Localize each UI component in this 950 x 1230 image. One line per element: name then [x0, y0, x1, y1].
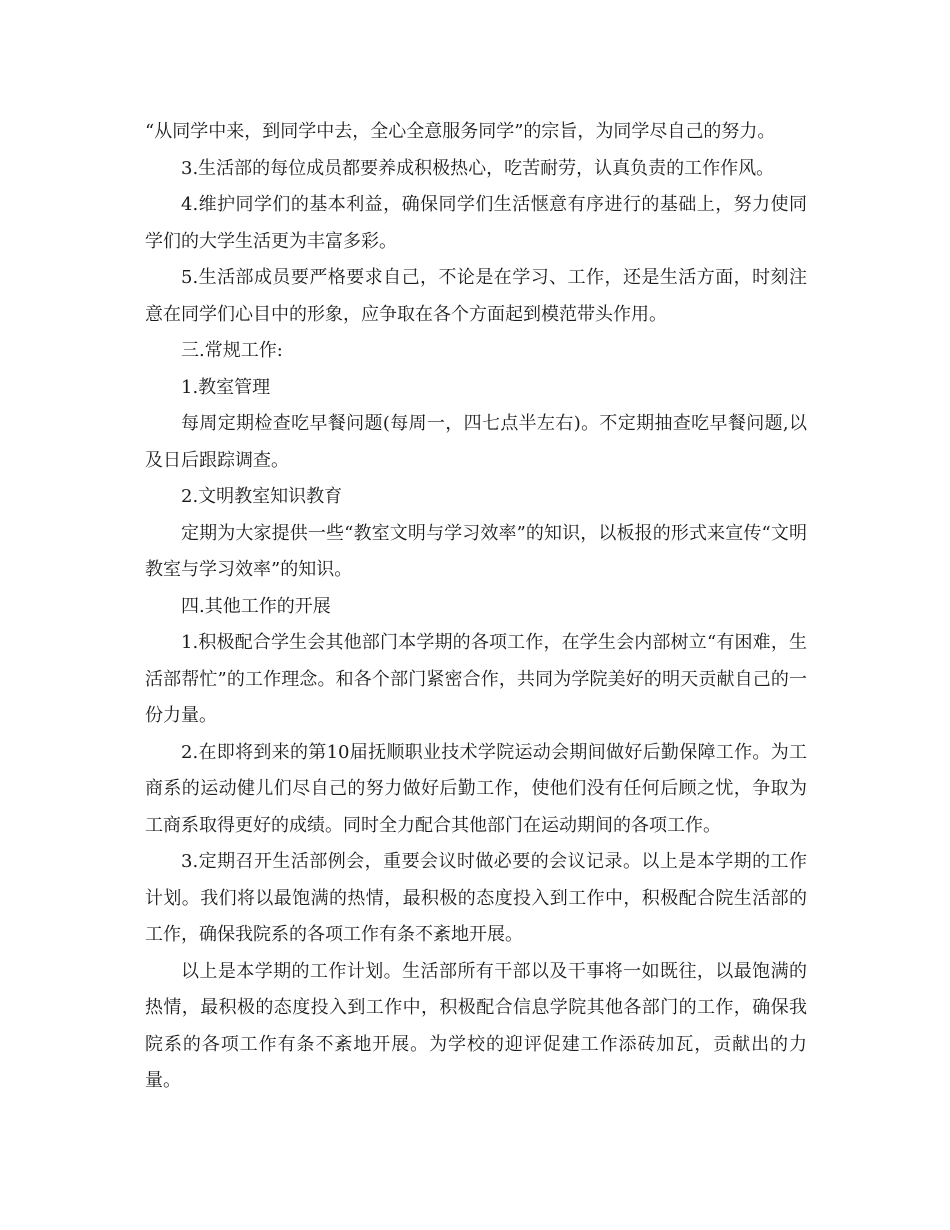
paragraph-9: 定期为大家提供一些“教室文明与学习效率”的知识，以板报的形式来宣传“文明教室与学习效率”的知识。: [145, 522, 807, 580]
subheading-civilized-classroom: 2.文明教室知识教育: [181, 486, 343, 507]
paragraph-13: 3.定期召开生活部例会，重要会议时做必要的会议记录。以上是本学期的工作计划。我们将以最饱满的热情，最积极的态度投入到工作中，积极配合院生活部的工作，确保我院系的各项工作有条不紊地开展。: [145, 851, 807, 945]
section-heading-routine-work: 三.常规工作:: [181, 340, 283, 361]
paragraph-4: 5.生活部成员要严格要求自己，不论是在学习、工作，还是生活方面，时刻注意在同学们心目中的形象，应争取在各个方面起到模范带头作用。: [145, 267, 807, 325]
paragraph-14: 以上是本学期的工作计划。生活部所有干部以及干事将一如既往，以最饱满的热情，最积极的态度投入到工作中，积极配合信息学院其他各部门的工作，确保我院系的各项工作有条不紊地开展。为学校的迎评促建工作添砖加瓦，贡献出的力量。: [145, 960, 807, 1091]
paragraph-11: 1.积极配合学生会其他部门本学期的各项工作，在学生会内部树立“有困难，生活部帮忙”的工作理念。和各个部门紧密合作，共同为学院美好的明天贡献自己的一份力量。: [145, 632, 807, 726]
document-body: [145, 114, 807, 1100]
paragraph-7: 每周定期检查吃早餐问题(每周一，四七点半左右)。不定期抽查吃早餐问题,以及日后跟踪调查。: [145, 413, 807, 471]
section-heading-other-work: 四.其他工作的开展: [181, 595, 331, 617]
paragraph-3: 4.维护同学们的基本利益，确保同学们生活惬意有序进行的基础上，努力使同学们的大学生活更为丰富多彩。: [145, 194, 807, 252]
paragraph-1: “从同学中来，到同学中去，全心全意服务同学”的宗旨，为同学尽自己的努力。: [145, 121, 776, 142]
subheading-classroom-management: 1.教室管理: [181, 376, 271, 398]
paragraph-12: 2.在即将到来的第10届抚顺职业技术学院运动会期间做好后勤保障工作。为工商系的运动健儿们尽自己的努力做好后勤工作，使他们没有任何后顾之忧，争取为工商系取得更好的成绩。同时全力配合其他部门在运动期间的各项工作。: [145, 741, 807, 836]
paragraph-2: 3.生活部的每位成员都要养成积极热心，吃苦耐劳，认真负责的工作作风。: [181, 157, 775, 179]
